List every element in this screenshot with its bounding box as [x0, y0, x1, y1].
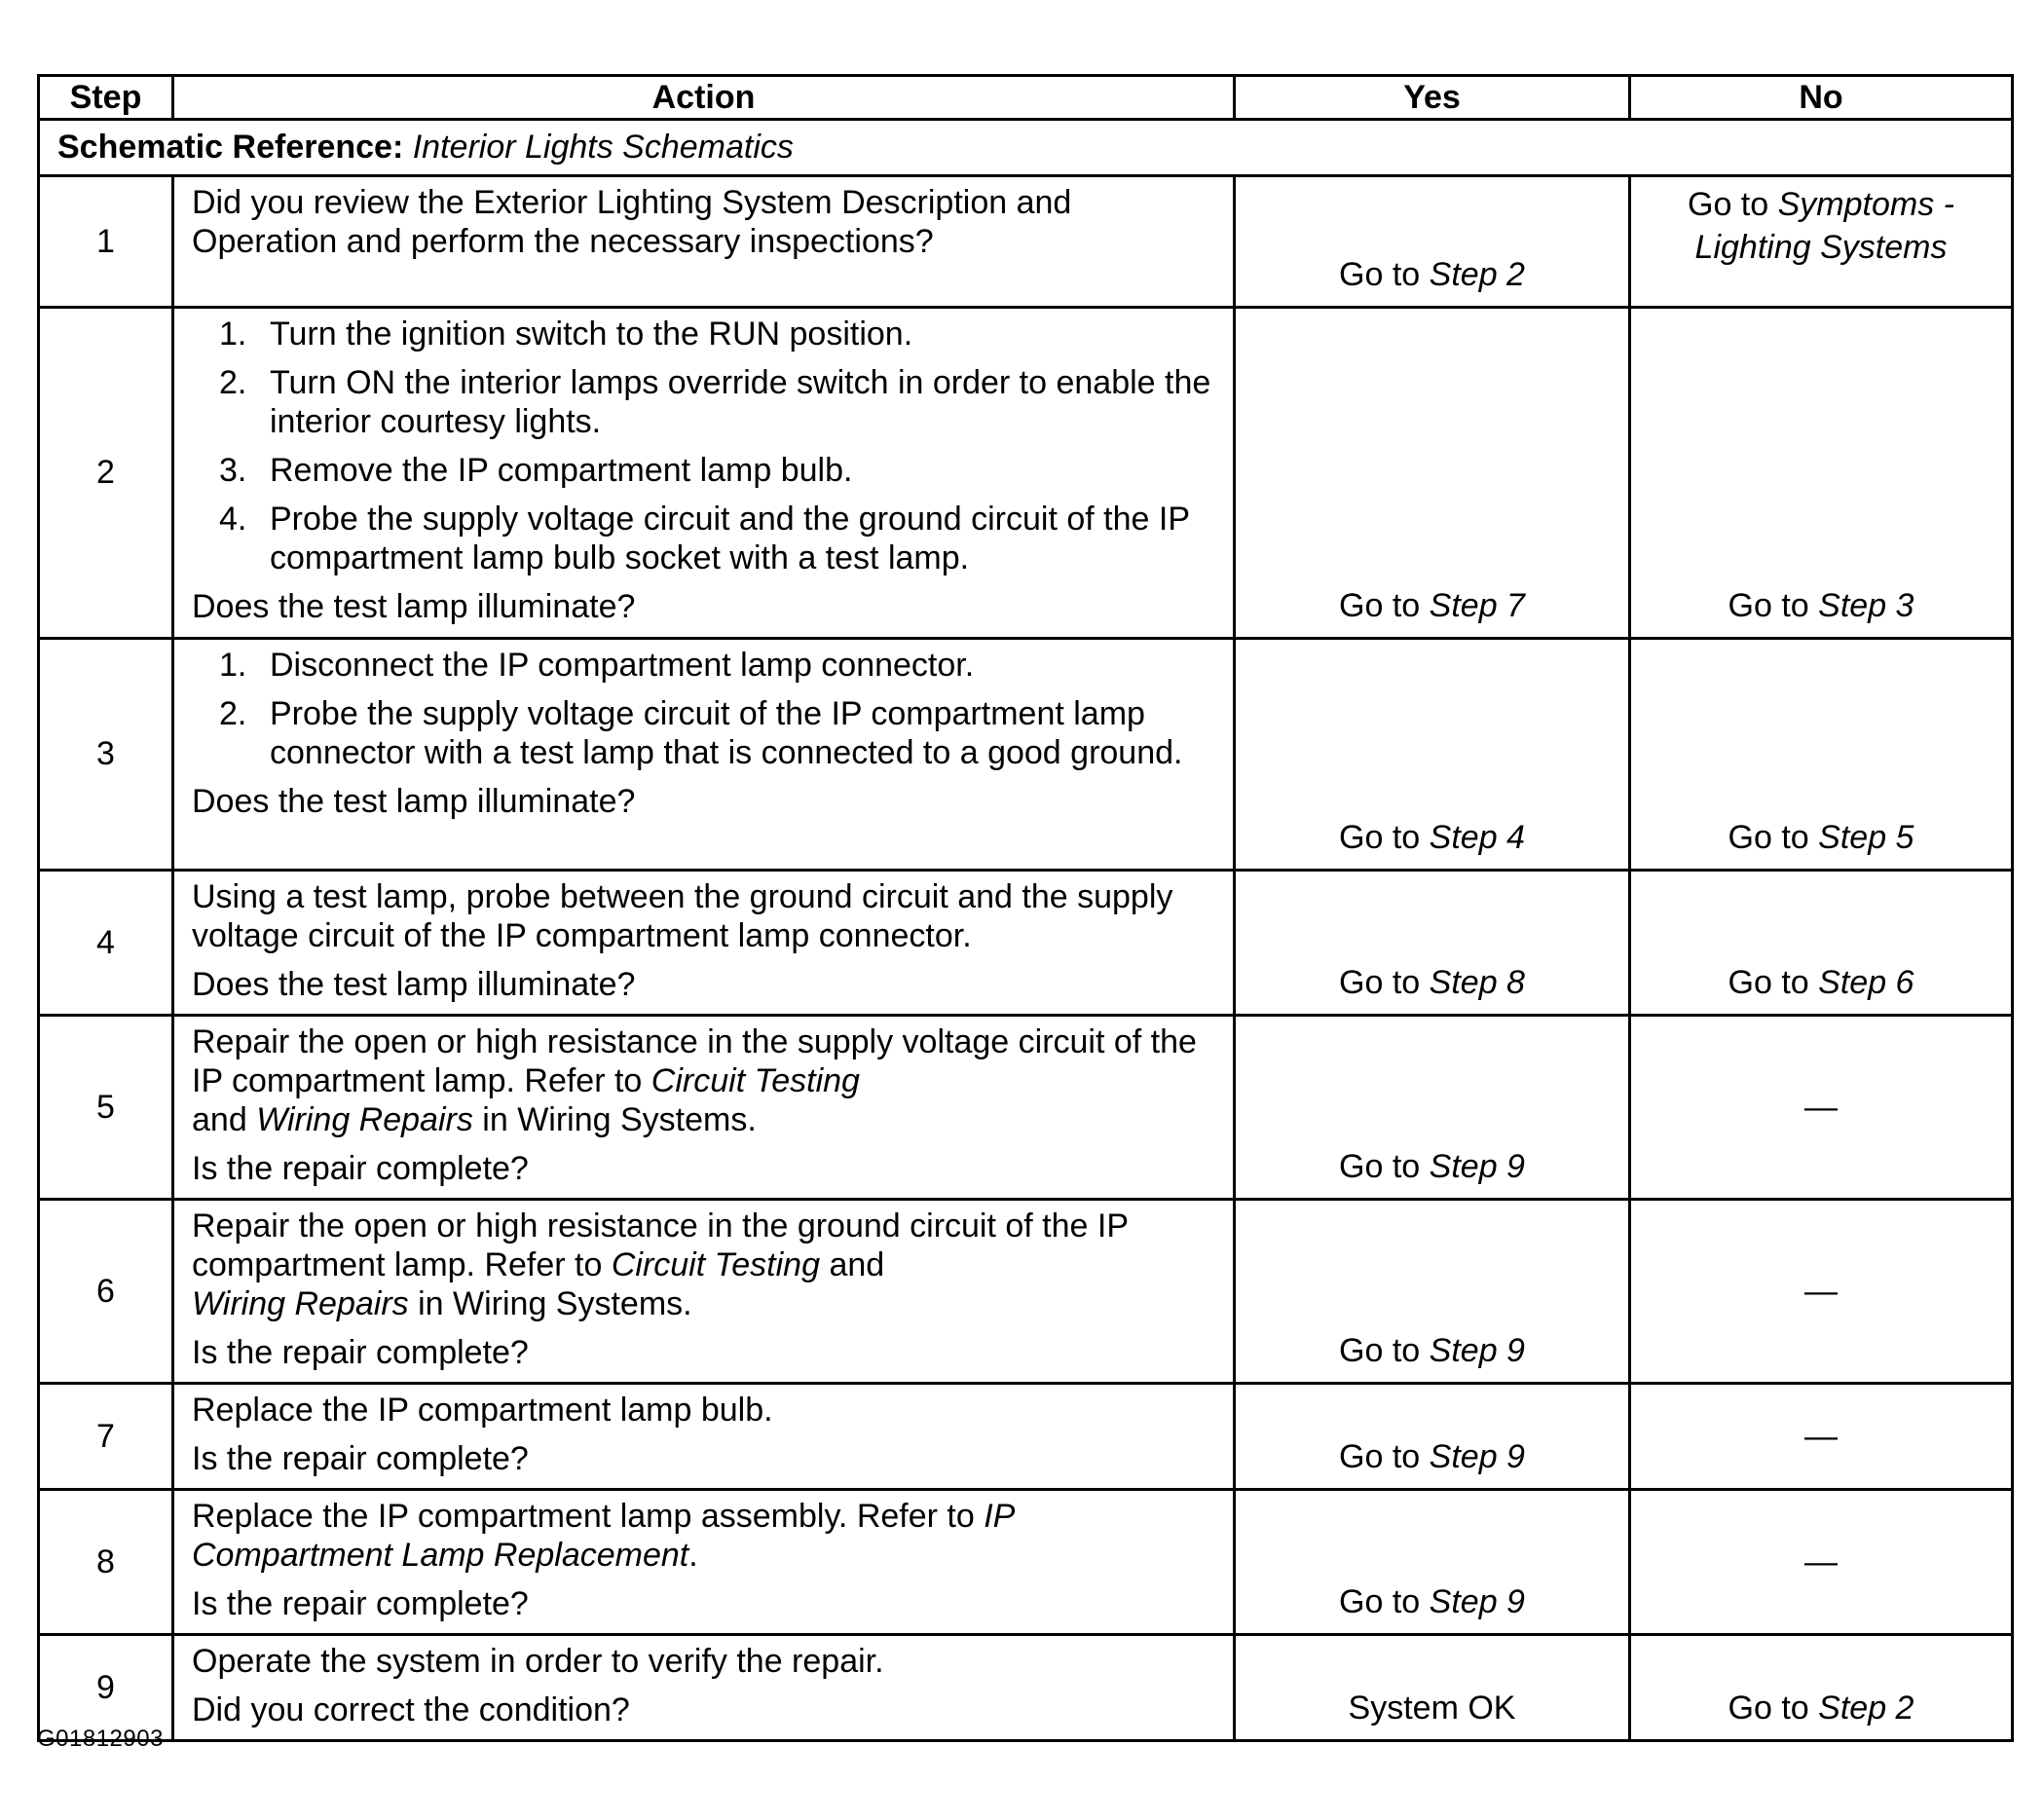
action-text: Operate the system in order to verify the repair.: [192, 1643, 884, 1680]
no-prefix: Go to: [1728, 587, 1809, 624]
action-cell: [173, 871, 1235, 1016]
wiring-repairs-link[interactable]: Wiring Repairs: [192, 1285, 409, 1322]
no-link[interactable]: Step 6: [1818, 964, 1914, 1001]
yes-prefix: Go to: [1339, 819, 1421, 856]
schematic-reference: [39, 120, 2013, 176]
step-number: 2: [39, 308, 173, 639]
no-cell: [1630, 176, 2013, 308]
step-number: 4: [39, 871, 173, 1016]
list-item: 2. Turn ON the interior lamps override switch in order to enable the interior courtesy lights.: [219, 364, 1211, 440]
header-action: Action: [173, 76, 1235, 120]
schematic-link[interactable]: Interior Lights Schematics: [412, 129, 794, 166]
table-row: [39, 1016, 2013, 1200]
no-link[interactable]: Step 3: [1818, 587, 1914, 624]
action-text: Replace the IP compartment lamp assembly. Refer to IP Compartment Lamp Replacement.: [192, 1498, 1015, 1574]
no-dash: —: [1804, 1088, 1838, 1126]
yes-cell: [1235, 308, 1630, 639]
yes-prefix: Go to: [1339, 1332, 1421, 1369]
yes-cell: [1235, 639, 1630, 871]
no-prefix: Go to: [1728, 964, 1809, 1001]
yes-prefix: Go to: [1339, 1438, 1421, 1475]
question-text: Does the test lamp illuminate?: [192, 588, 636, 625]
action-text: Did you review the Exterior Lighting System Description and Operation and perform the necessary inspections?: [192, 184, 1072, 260]
yes-link[interactable]: Step 9: [1429, 1438, 1525, 1475]
list-item: 1. Disconnect the IP compartment lamp connector.: [219, 647, 975, 684]
yes-link[interactable]: Step 7: [1429, 587, 1525, 624]
action-cell: [173, 1490, 1235, 1635]
schematic-row: [39, 120, 2013, 176]
schematic-label: Schematic Reference:: [57, 129, 404, 166]
yes-cell: [1235, 1200, 1630, 1384]
yes-cell: [1235, 1016, 1630, 1200]
yes-link[interactable]: Step 8: [1429, 964, 1525, 1001]
step-number: 9: [39, 1635, 173, 1741]
table-row: [39, 639, 2013, 871]
step-number: 3: [39, 639, 173, 871]
list-item: 4. Probe the supply voltage circuit and the ground circuit of the IP compartment lamp bulb socket with a test lamp.: [219, 501, 1190, 576]
yes-cell: [1235, 1384, 1630, 1490]
action-cell: [173, 308, 1235, 639]
list-item: 1. Turn the ignition switch to the RUN position.: [219, 316, 913, 353]
yes-prefix: Go to: [1339, 1583, 1421, 1620]
no-link[interactable]: Step 2: [1818, 1690, 1914, 1727]
yes-cell: [1235, 176, 1630, 308]
action-cell: [173, 1200, 1235, 1384]
no-cell: [1630, 1016, 2013, 1200]
diagnostic-table: [37, 74, 2014, 1742]
procedure-list: [192, 315, 1215, 577]
wiring-repairs-link[interactable]: Wiring Repairs: [256, 1101, 473, 1138]
no-cell: [1630, 1200, 2013, 1384]
table-row: [39, 308, 2013, 639]
table-row: [39, 1200, 2013, 1384]
list-item: 3. Remove the IP compartment lamp bulb.: [219, 452, 853, 489]
question-text: Is the repair complete?: [192, 1150, 529, 1187]
yes-prefix: Go to: [1339, 964, 1421, 1001]
yes-text: System OK: [1348, 1690, 1516, 1727]
step-number: 5: [39, 1016, 173, 1200]
table-row: [39, 1635, 2013, 1741]
action-cell: [173, 176, 1235, 308]
question-text: Is the repair complete?: [192, 1334, 529, 1371]
no-dash: —: [1804, 1542, 1838, 1580]
header-row: [39, 76, 2013, 120]
no-cell: [1630, 639, 2013, 871]
action-text: Using a test lamp, probe between the ground circuit and the supply voltage circuit of the IP compartment lamp connector.: [192, 878, 1173, 954]
action-text: Repair the open or high resistance in the ground circuit of the IP compartment lamp. Refer to Circuit Testing and Wiring Repairs in Wiring Systems.: [192, 1207, 1129, 1322]
no-cell: [1630, 1490, 2013, 1635]
yes-cell: [1235, 1490, 1630, 1635]
ip-compartment-lamp-replacement-link[interactable]: IP Compartment Lamp Replacement: [192, 1498, 1015, 1574]
yes-cell: [1235, 871, 1630, 1016]
action-text: Repair the open or high resistance in the supply voltage circuit of the IP compartment lamp. Refer to Circuit Testing and Wiring Repairs in Wiring Systems.: [192, 1023, 1197, 1138]
no-cell: [1630, 1635, 2013, 1741]
question-text: Is the repair complete?: [192, 1440, 529, 1477]
yes-prefix: Go to: [1339, 587, 1421, 624]
no-cell: [1630, 871, 2013, 1016]
no-prefix: Go to: [1688, 186, 1769, 223]
header-step: Step: [39, 76, 173, 120]
no-dash: —: [1804, 1272, 1838, 1310]
question-text: Does the test lamp illuminate?: [192, 783, 636, 820]
yes-link[interactable]: Step 2: [1429, 256, 1525, 293]
table-row: [39, 1490, 2013, 1635]
figure-id: G01812903: [37, 1726, 164, 1752]
table-row: [39, 871, 2013, 1016]
no-link[interactable]: Symptoms - Lighting Systems: [1694, 186, 1954, 266]
no-prefix: Go to: [1728, 1690, 1809, 1727]
question-text: Does the test lamp illuminate?: [192, 966, 636, 1003]
list-item: 2. Probe the supply voltage circuit of the IP compartment lamp connector with a test lamp that is connected to a good ground.: [219, 695, 1183, 771]
no-prefix: Go to: [1728, 819, 1809, 856]
step-number: 8: [39, 1490, 173, 1635]
question-text: Is the repair complete?: [192, 1585, 529, 1622]
no-dash: —: [1804, 1417, 1838, 1455]
no-cell: [1630, 1384, 2013, 1490]
step-number: 7: [39, 1384, 173, 1490]
circuit-testing-link[interactable]: Circuit Testing: [650, 1062, 860, 1099]
question-text: Did you correct the condition?: [192, 1691, 630, 1728]
table-row: [39, 1384, 2013, 1490]
header-no: No: [1630, 76, 2013, 120]
yes-prefix: Go to: [1339, 256, 1421, 293]
circuit-testing-link[interactable]: Circuit Testing: [611, 1246, 821, 1283]
table-row: [39, 176, 2013, 308]
yes-link[interactable]: Step 9: [1429, 1148, 1525, 1185]
yes-prefix: Go to: [1339, 1148, 1421, 1185]
action-cell: [173, 1635, 1235, 1741]
action-text: Replace the IP compartment lamp bulb.: [192, 1392, 773, 1429]
yes-link[interactable]: Step 9: [1429, 1583, 1525, 1620]
header-yes: Yes: [1235, 76, 1630, 120]
step-number: 1: [39, 176, 173, 308]
action-cell: [173, 639, 1235, 871]
yes-cell: [1235, 1635, 1630, 1741]
step-number: 6: [39, 1200, 173, 1384]
no-cell: [1630, 308, 2013, 639]
action-cell: [173, 1384, 1235, 1490]
yes-link[interactable]: Step 4: [1429, 819, 1525, 856]
yes-link[interactable]: Step 9: [1429, 1332, 1525, 1369]
procedure-list: [192, 646, 1215, 772]
action-cell: [173, 1016, 1235, 1200]
no-link[interactable]: Step 5: [1818, 819, 1914, 856]
